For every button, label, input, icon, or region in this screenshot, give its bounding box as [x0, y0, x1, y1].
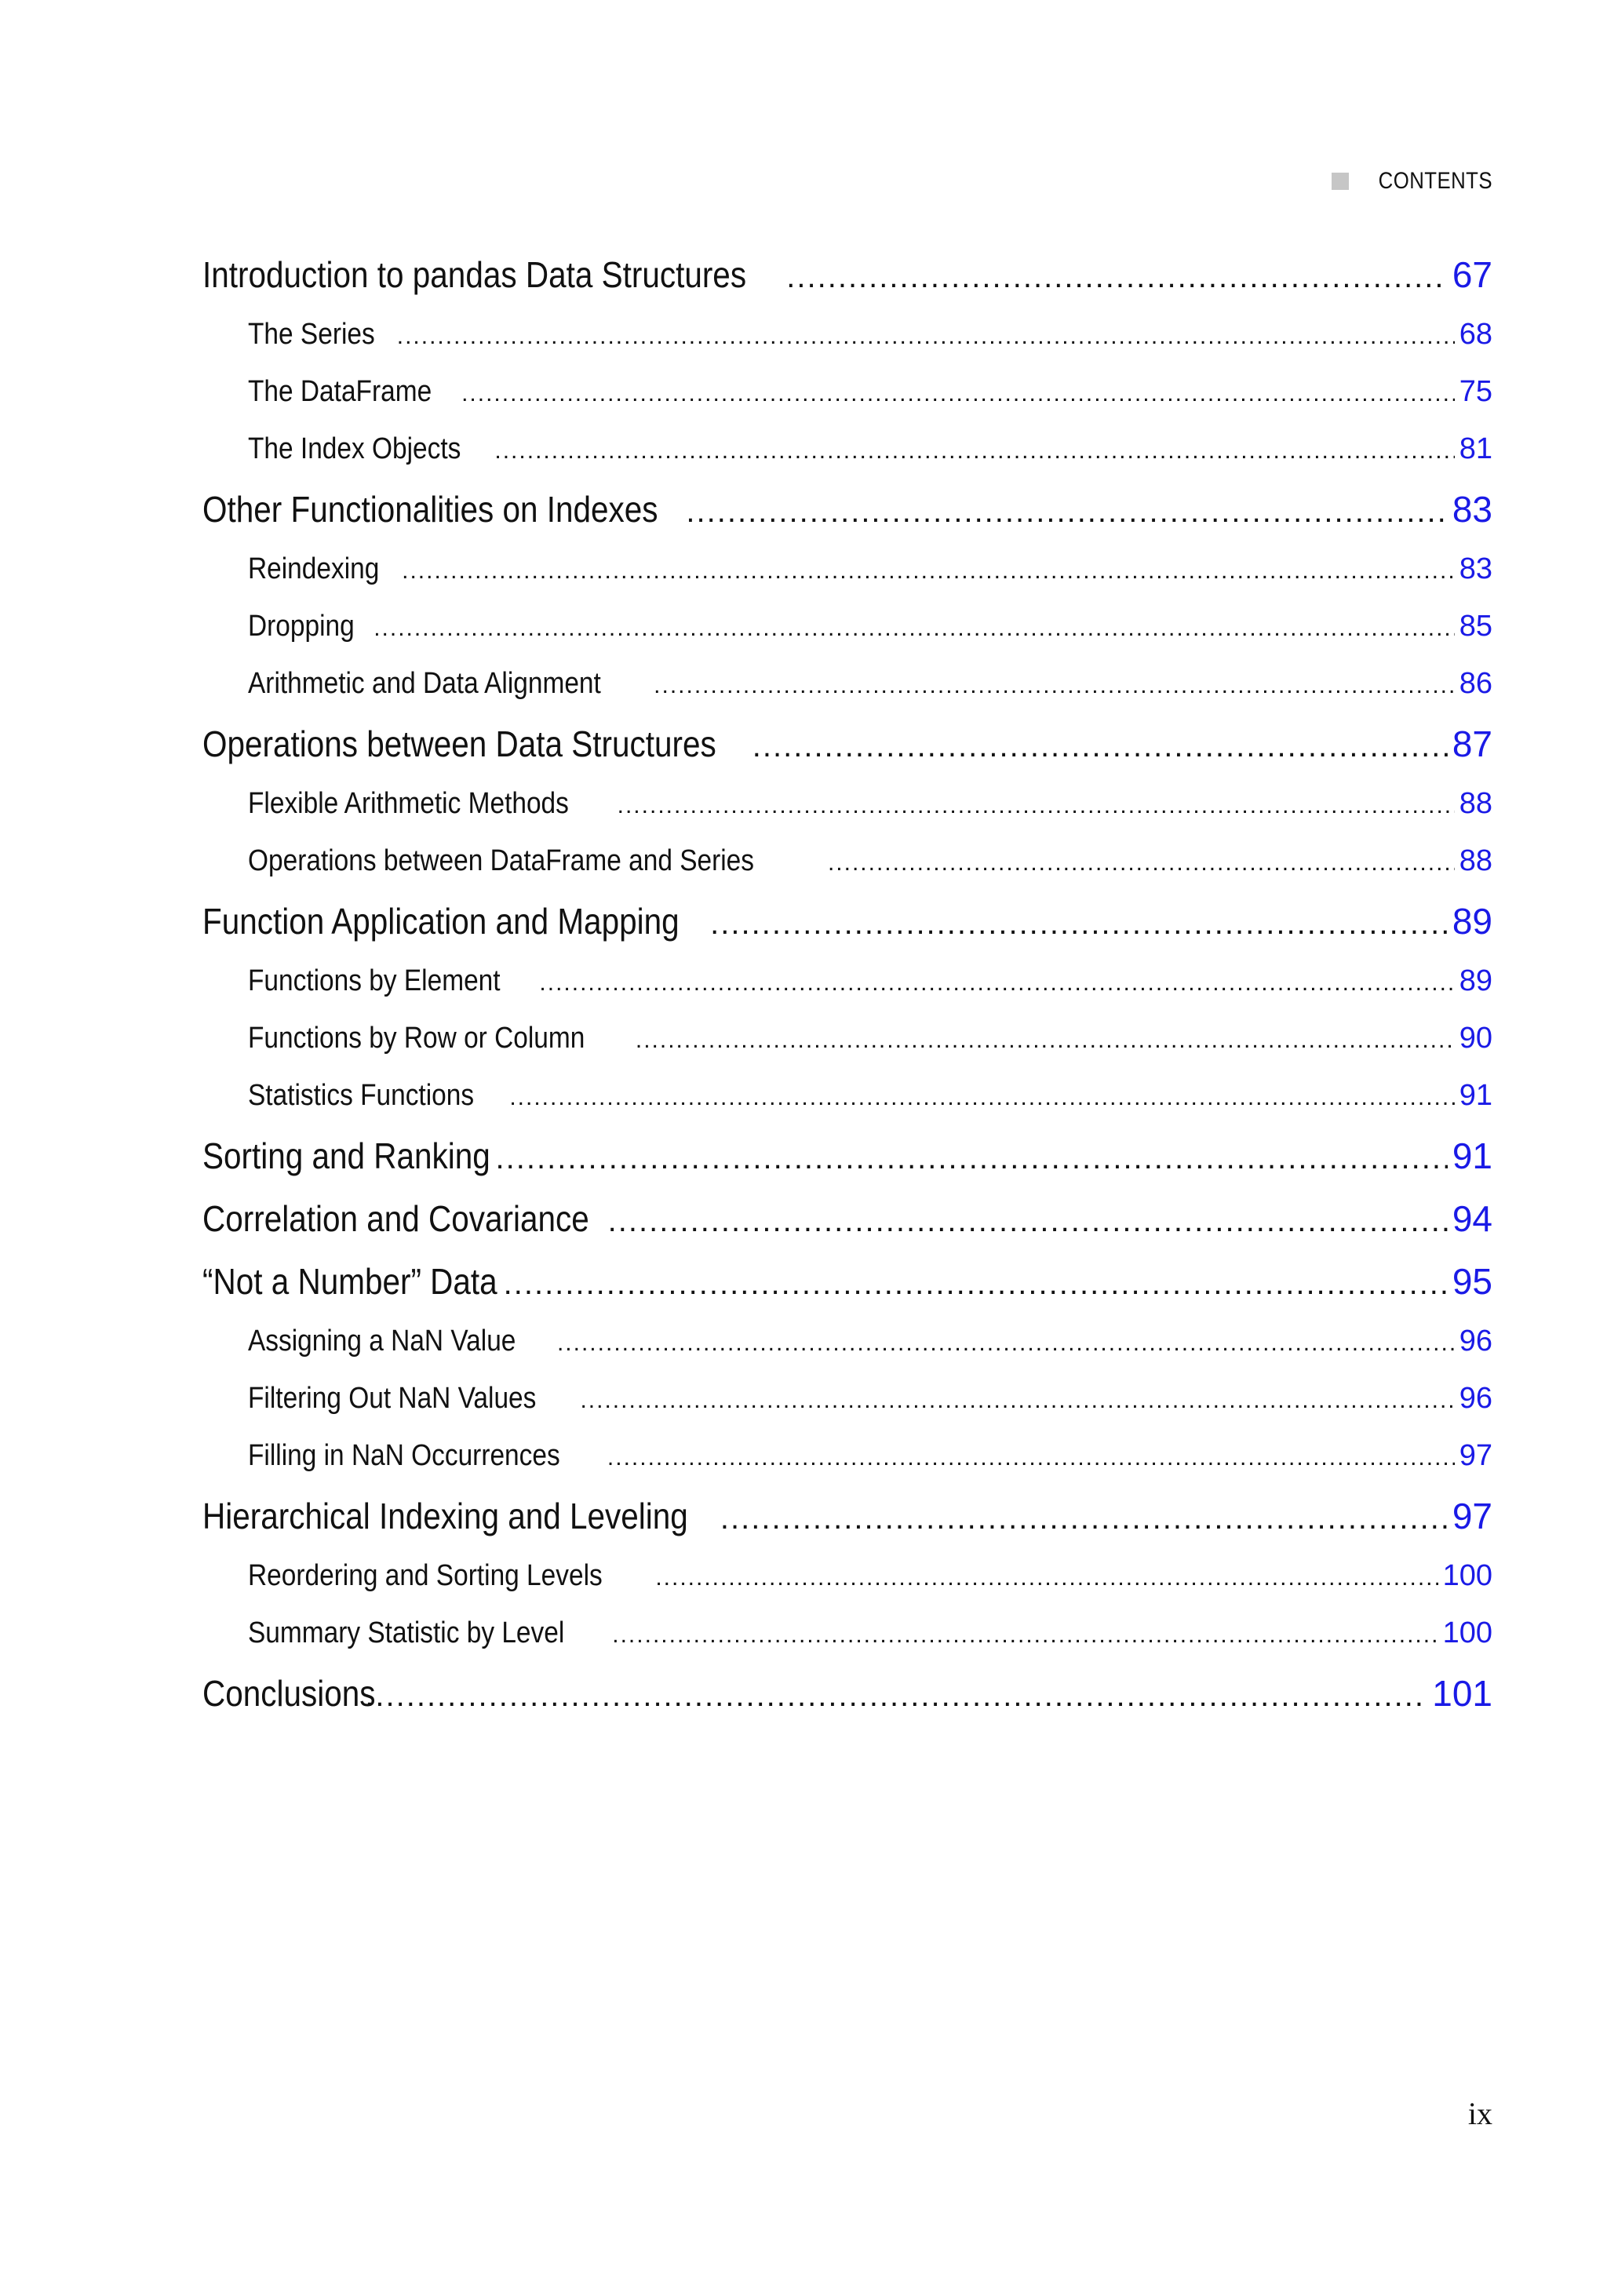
toc-page-number-link[interactable]: 87 [1452, 723, 1492, 764]
toc-dot-leader [636, 1010, 1455, 1069]
toc-page-number-link[interactable]: 67 [1452, 254, 1492, 295]
toc-entry-title[interactable]: Other Functionalities on Indexes [202, 489, 658, 530]
toc-page-number-link[interactable]: 89 [1452, 901, 1492, 942]
toc-entry-title[interactable]: Statistics Functions [248, 1079, 475, 1112]
toc-entry-title[interactable]: Flexible Arithmetic Methods [248, 787, 569, 820]
toc-page-number-link[interactable]: 97 [1452, 1496, 1492, 1536]
toc-subsection-entry[interactable] [202, 1605, 1492, 1662]
toc-subsection-entry[interactable] [202, 541, 1492, 598]
toc-dot-leader [397, 306, 1455, 365]
toc-entry-title[interactable]: Arithmetic and Data Alignment [248, 667, 601, 700]
toc-entry-title[interactable]: Conclusions [202, 1673, 376, 1714]
toc-page-number-link[interactable]: 83 [1452, 489, 1492, 530]
toc-entry-title[interactable]: Functions by Element [248, 964, 501, 997]
toc-subsection-entry[interactable] [202, 1010, 1492, 1067]
toc-entry-title[interactable]: The DataFrame [248, 375, 432, 408]
running-header [1332, 168, 1492, 195]
toc-subsection-entry[interactable] [202, 1427, 1492, 1485]
toc-entry-title[interactable]: Sorting and Ranking [202, 1135, 490, 1176]
toc-section-entry[interactable] [202, 1124, 1492, 1187]
toc-subsection-entry[interactable] [202, 421, 1492, 478]
toc-subsection-entry[interactable] [202, 1370, 1492, 1427]
toc-section-entry[interactable] [202, 1187, 1492, 1250]
toc-entry-title[interactable]: Function Application and Mapping [202, 901, 680, 942]
toc-dot-leader [710, 890, 1448, 955]
toc-page-number-link[interactable]: 68 [1459, 318, 1492, 351]
toc-page-number-link[interactable]: 81 [1459, 432, 1492, 465]
toc-entry-title[interactable]: Operations between DataFrame and Series [248, 844, 754, 877]
toc-page-number-link[interactable]: 94 [1452, 1198, 1492, 1239]
toc-dot-leader [720, 1485, 1448, 1550]
toc-subsection-entry[interactable] [202, 1313, 1492, 1370]
toc-subsection-entry[interactable] [202, 833, 1492, 890]
toc-dot-leader [608, 1187, 1448, 1252]
toc-dot-leader [686, 478, 1447, 543]
toc-subsection-entry[interactable] [202, 363, 1492, 421]
page-number: ix [1467, 2096, 1492, 2131]
toc-section-entry[interactable] [202, 1662, 1492, 1725]
header-square-icon [1332, 173, 1349, 190]
toc-page-number-link[interactable]: 91 [1452, 1135, 1492, 1176]
toc-page-number-link[interactable]: 100 [1442, 1559, 1492, 1592]
toc-entry-title[interactable]: Reindexing [248, 552, 380, 585]
toc-section-entry[interactable] [202, 1485, 1492, 1547]
toc-dot-leader [402, 541, 1455, 600]
toc-subsection-entry[interactable] [202, 1547, 1492, 1605]
toc-page-number-link[interactable]: 90 [1459, 1022, 1492, 1055]
toc-section-entry[interactable] [202, 1250, 1492, 1313]
toc-dot-leader [494, 421, 1454, 479]
toc-dot-leader [374, 598, 1455, 657]
toc-dot-leader [618, 775, 1455, 834]
toc-page-number-link[interactable]: 100 [1442, 1616, 1492, 1649]
running-header-label: CONTENTS [1378, 168, 1492, 194]
toc-subsection-entry[interactable] [202, 775, 1492, 833]
toc-page-number-link[interactable]: 89 [1459, 964, 1492, 997]
toc-entry-title[interactable]: The Index Objects [248, 432, 461, 465]
toc-subsection-entry[interactable] [202, 655, 1492, 712]
toc-page-number-link[interactable]: 83 [1459, 552, 1492, 585]
toc-entry-title[interactable]: Functions by Row or Column [248, 1022, 585, 1055]
toc-dot-leader [828, 833, 1455, 891]
toc-entry-title[interactable]: Assigning a NaN Value [248, 1325, 516, 1358]
toc-dot-leader [557, 1313, 1455, 1372]
toc-page-number-link[interactable]: 95 [1452, 1261, 1492, 1302]
toc-page-number-link[interactable]: 96 [1459, 1325, 1492, 1358]
toc-dot-leader [655, 1547, 1438, 1606]
toc-page-number-link[interactable]: 88 [1459, 787, 1492, 820]
toc-subsection-entry[interactable] [202, 306, 1492, 363]
toc-entry-title[interactable]: “Not a Number” Data [202, 1261, 497, 1302]
toc-page-number-link[interactable]: 96 [1459, 1382, 1492, 1415]
toc-page-number-link[interactable]: 101 [1432, 1673, 1492, 1714]
toc-dot-leader [752, 712, 1448, 778]
toc-entry-title[interactable]: Introduction to pandas Data Structures [202, 254, 747, 295]
toc-dot-leader [365, 1662, 1427, 1727]
toc-entry-title[interactable]: The Series [248, 318, 375, 351]
toc-dot-leader [509, 1067, 1454, 1126]
toc-entry-title[interactable]: Filling in NaN Occurrences [248, 1439, 560, 1472]
toc-dot-leader [461, 363, 1455, 422]
toc-dot-leader [654, 655, 1455, 714]
toc-dot-leader [496, 1124, 1448, 1190]
toc-entry-title[interactable]: Summary Statistic by Level [248, 1616, 565, 1649]
toc-page-number-link[interactable]: 75 [1459, 375, 1492, 408]
toc-dot-leader [786, 243, 1448, 308]
table-of-contents [202, 243, 1492, 1725]
toc-dot-leader [607, 1427, 1455, 1486]
toc-section-entry[interactable] [202, 712, 1492, 775]
toc-page-number-link[interactable]: 97 [1459, 1439, 1492, 1472]
toc-page-number-link[interactable]: 86 [1459, 667, 1492, 700]
toc-dot-leader [580, 1370, 1454, 1429]
toc-dot-leader [612, 1605, 1438, 1664]
toc-entry-title[interactable]: Dropping [248, 610, 355, 643]
toc-dot-leader [504, 1250, 1448, 1315]
toc-page-number-link[interactable]: 85 [1459, 610, 1492, 643]
toc-section-entry[interactable] [202, 478, 1492, 541]
toc-subsection-entry[interactable] [202, 598, 1492, 655]
toc-page-number-link[interactable]: 91 [1459, 1079, 1492, 1112]
toc-entry-title[interactable]: Filtering Out NaN Values [248, 1382, 537, 1415]
toc-subsection-entry[interactable] [202, 1067, 1492, 1124]
toc-page-number-link[interactable]: 88 [1459, 844, 1492, 877]
toc-dot-leader [539, 953, 1454, 1011]
toc-entry-title[interactable]: Operations between Data Structures [202, 723, 716, 764]
toc-subsection-entry[interactable] [202, 953, 1492, 1010]
toc-entry-title[interactable]: Reordering and Sorting Levels [248, 1559, 603, 1592]
toc-entry-title[interactable]: Hierarchical Indexing and Leveling [202, 1496, 688, 1536]
toc-entry-title[interactable]: Correlation and Covariance [202, 1198, 589, 1239]
toc-section-entry[interactable] [202, 890, 1492, 953]
toc-section-entry[interactable] [202, 243, 1492, 306]
